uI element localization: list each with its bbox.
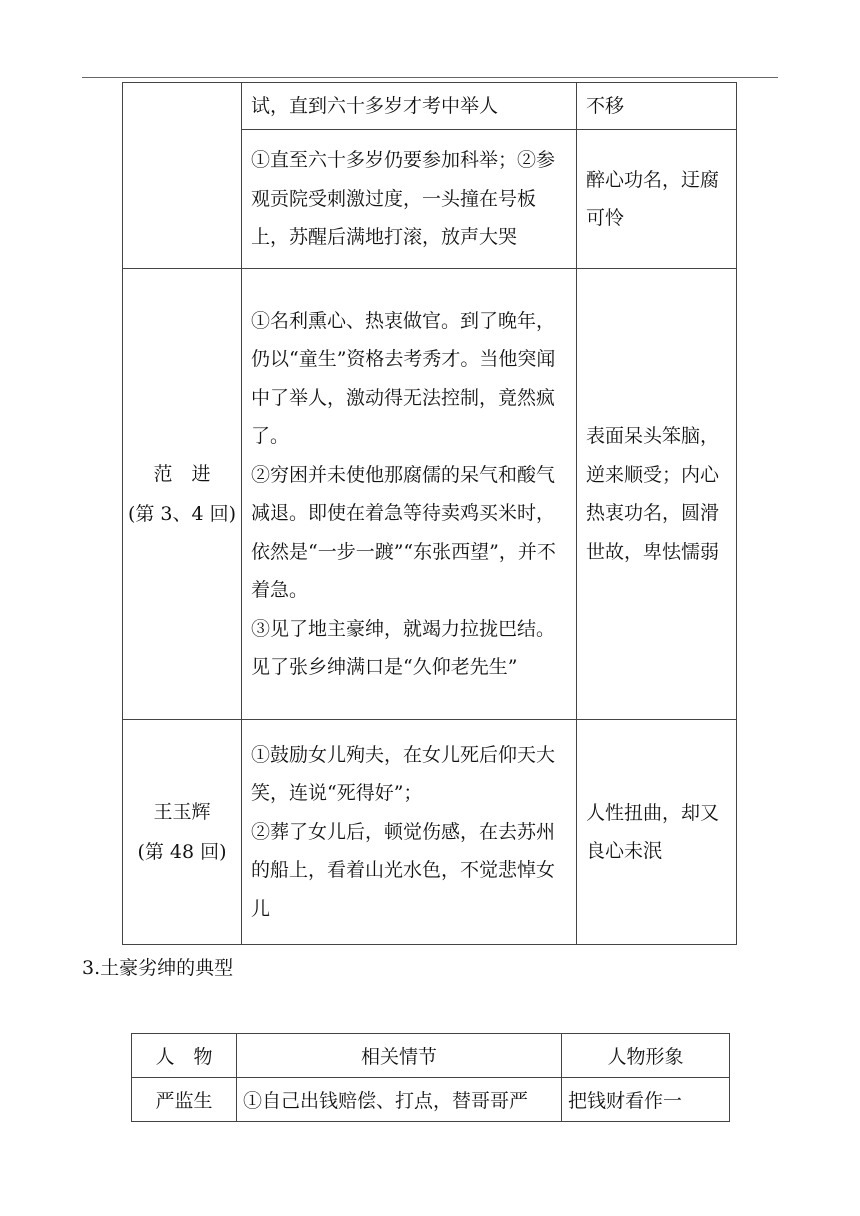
table-row bbox=[132, 1078, 730, 1122]
image-cell: 把钱财看作一 bbox=[562, 1078, 730, 1122]
image-text: 表面呆头笨脑，逆来顺受；内心热衷功名，圆滑世故，卑怯懦弱 bbox=[586, 425, 720, 563]
column-header: 人 物 bbox=[132, 1034, 237, 1078]
plot-text: ①名利熏心、热衷做官。到了晚年，仍以“童生”资格去考秀才。当他突闻中了举人，激动得无法控制，竟然疯了。 bbox=[251, 309, 556, 447]
image-text: 人性扭曲，却又良心未泯 bbox=[586, 801, 720, 862]
character-chapter: (第 48 回) bbox=[137, 841, 227, 863]
plot-text: 试，直到六十多岁才考中举人 bbox=[251, 94, 499, 117]
plot-text: ①鼓励女儿殉夫，在女儿死后仰天大笑，连说“死得好”； bbox=[251, 743, 556, 805]
image-cell bbox=[577, 720, 737, 945]
column-header: 人物形象 bbox=[562, 1034, 730, 1078]
plot-cell bbox=[242, 720, 577, 945]
plot-cell: ①自己出钱赔偿、打点，替哥哥严 bbox=[237, 1078, 562, 1122]
character-name-cell bbox=[123, 269, 242, 720]
plot-cell bbox=[242, 269, 577, 720]
header-rule bbox=[82, 77, 778, 78]
plot-cell bbox=[242, 130, 577, 269]
plot-text: ①直至六十多岁仍要参加科举；②参观贡院受刺激过度，一头撞在号板上，苏醒后满地打滚，放声大哭 bbox=[251, 149, 556, 249]
character-table-scholars bbox=[122, 82, 737, 945]
plot-cell bbox=[242, 83, 577, 130]
character-chapter: (第 3、4 回) bbox=[127, 503, 237, 525]
table-row bbox=[123, 83, 737, 130]
image-cell bbox=[577, 130, 737, 269]
plot-text: ③见了地主豪绅，就竭力拉拢巴结。见了张乡绅满口是“久仰老先生” bbox=[251, 617, 556, 678]
image-text: 醉心功名，迂腐可怜 bbox=[586, 168, 720, 229]
image-text: 不移 bbox=[586, 94, 625, 117]
character-name-cell bbox=[123, 720, 242, 945]
character-name-cell bbox=[123, 83, 242, 269]
character-name: 范 进 bbox=[153, 463, 211, 485]
character-table-gentry bbox=[131, 1033, 730, 1122]
column-header: 相关情节 bbox=[237, 1034, 562, 1078]
character-name: 王玉辉 bbox=[153, 801, 211, 823]
section-heading: 3.土豪劣绅的典型 bbox=[82, 957, 234, 979]
table-row bbox=[123, 720, 737, 945]
image-cell bbox=[577, 83, 737, 130]
table-row bbox=[123, 269, 737, 720]
table-header-row bbox=[132, 1034, 730, 1078]
character-name-cell: 严监生 bbox=[132, 1078, 237, 1122]
image-cell bbox=[577, 269, 737, 720]
plot-text: ②穷困并未使他那腐儒的呆气和酸气减退。即使在着急等待卖鸡买米时，依然是“一步一踱”“东张西望”，并不着急。 bbox=[251, 463, 556, 601]
plot-text: ②葬了女儿后，顿觉伤感，在去苏州的船上，看着山光水色，不觉悲悼女儿 bbox=[251, 820, 556, 920]
